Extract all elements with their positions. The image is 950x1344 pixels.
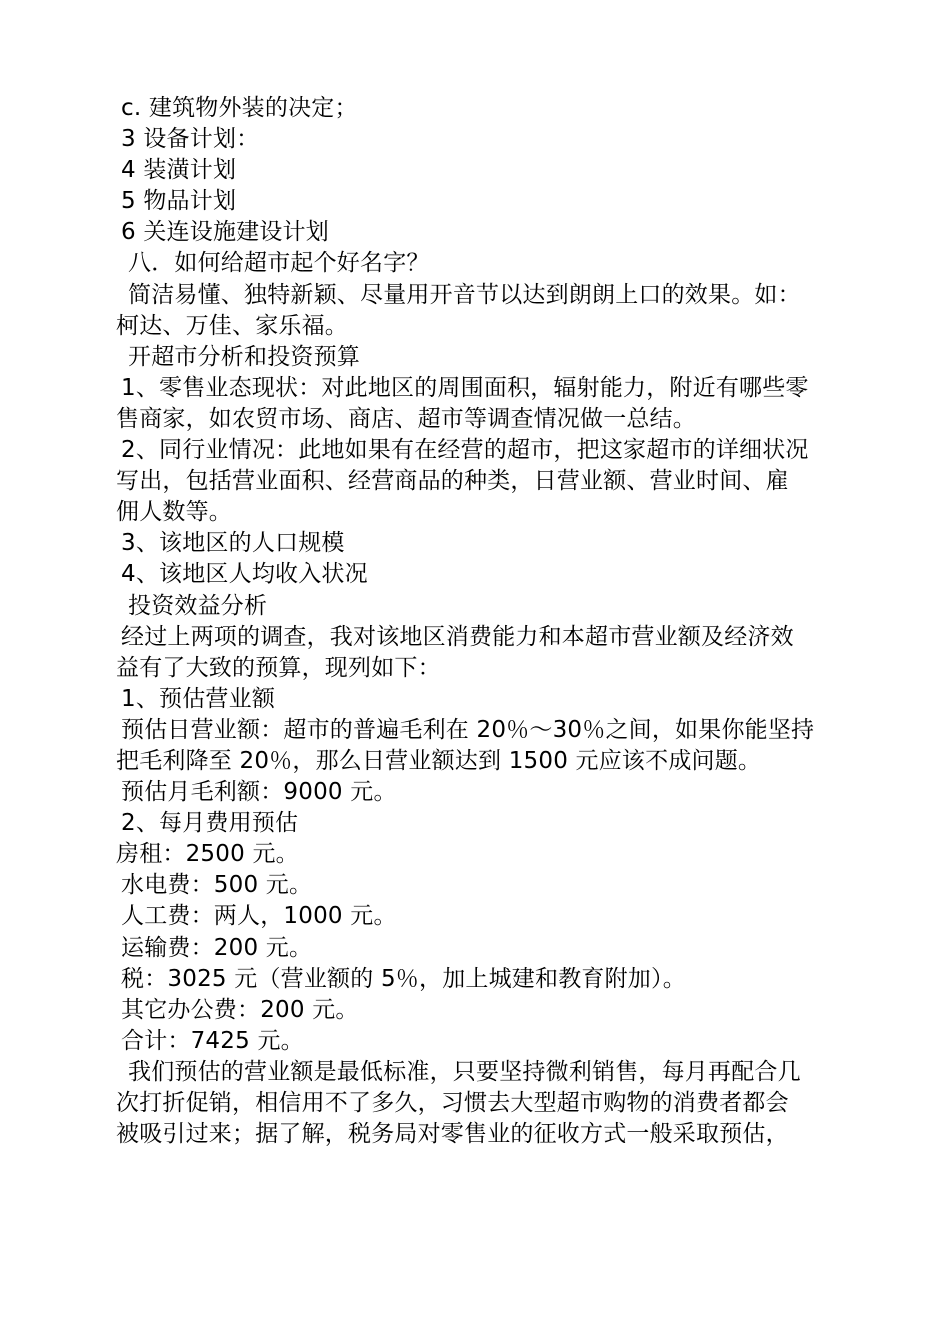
text-line: 佣人数等。 — [116, 499, 232, 526]
text-line: 1、零售业态现状：对此地区的周围面积，辐射能力，附近有哪些零 — [121, 374, 809, 401]
text-line: 3、该地区的人口规模 — [121, 530, 345, 557]
text-line: 柯达、万佳、家乐福。 — [116, 312, 348, 339]
text-line: 4、该地区人均收入状况 — [121, 561, 368, 588]
text-line: 4 装潢计划 — [121, 157, 237, 184]
text-line: 人工费：两人，1000 元。 — [121, 903, 397, 930]
section-heading: 八．如何给超市起个好名字？ — [128, 250, 430, 277]
text-line: 2、同行业情况：此地如果有在经营的超市，把这家超市的详细状况 — [121, 437, 809, 464]
text-line: 1、预估营业额 — [121, 685, 276, 712]
text-line: 预估日营业额：超市的普遍毛利在 20％～30％之间，如果你能坚持 — [121, 716, 815, 743]
text-line: 其它办公费：200 元。 — [121, 996, 359, 1023]
text-line: 我们预估的营业额是最低标准，只要坚持微利销售，每月再配合几 — [128, 1058, 801, 1085]
text-line: 税：3025 元（营业额的 5％，加上城建和教育附加）。 — [121, 965, 686, 992]
text-line: 房租：2500 元。 — [116, 841, 299, 868]
text-line: 被吸引过来；据了解，税务局对零售业的征收方式一般采取预估， — [116, 1121, 789, 1148]
text-line: 简洁易懂、独特新颖、尽量用开音节以达到朗朗上口的效果。如： — [128, 281, 801, 308]
text-line: 2、每月费用预估 — [121, 810, 299, 837]
text-line: 运输费：200 元。 — [121, 934, 313, 961]
section-heading: 开超市分析和投资预算 — [128, 343, 360, 370]
text-line: 预估月毛利额：9000 元。 — [121, 779, 397, 806]
text-line: 益有了大致的预算，现列如下： — [116, 654, 441, 681]
text-line: 6 关连设施建设计划 — [121, 219, 329, 246]
text-line: 次打折促销，相信用不了多久，习惯去大型超市购物的消费者都会 — [116, 1090, 789, 1116]
section-heading: 投资效益分析 — [128, 592, 268, 619]
text-line: 水电费：500 元。 — [121, 872, 313, 899]
text-line: 5 物品计划 — [121, 188, 237, 215]
text-line: 3 设备计划： — [121, 126, 260, 153]
text-line: c. 建筑物外装的决定； — [121, 95, 358, 121]
text-line: 合计：7425 元。 — [121, 1027, 304, 1054]
text-line: 写出，包括营业面积、经营商品的种类，日营业额、营业时间、雇 — [116, 468, 789, 495]
text-line: 售商家，如农贸市场、商店、超市等调查情况做一总结。 — [116, 405, 696, 432]
text-line: 经过上两项的调查，我对该地区消费能力和本超市营业额及经济效 — [121, 623, 794, 650]
document-body — [116, 93, 836, 1150]
text-line: 把毛利降至 20％，那么日营业额达到 1500 元应该不成问题。 — [116, 747, 762, 774]
